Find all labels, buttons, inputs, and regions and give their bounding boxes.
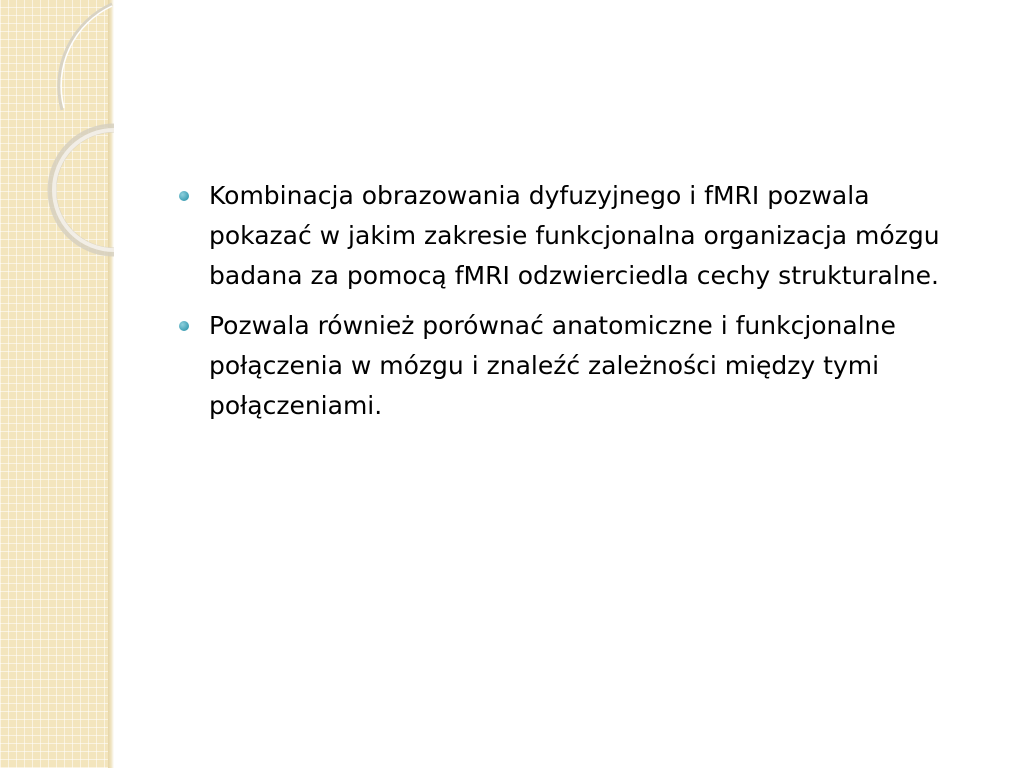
- bullet-text: Kombinacja obrazowania dyfuzyjnego i fMRI pozwala pokazać w jakim zakresie funkcjonalna organizacja mózgu badana za pomocą fMRI odzwierciedla cechy strukturalne.: [209, 181, 940, 290]
- bullet-icon: [179, 321, 189, 331]
- slide-content: [178, 176, 978, 436]
- side-band-edge: [108, 0, 114, 768]
- bullet-icon: [179, 191, 189, 201]
- bullet-item: [178, 176, 978, 296]
- bullet-list: [178, 176, 978, 426]
- bullet-text: Pozwala również porównać anatomiczne i funkcjonalne połączenia w mózgu i znaleźć zależności między tymi połączeniami.: [209, 311, 896, 420]
- decorative-side-band: [0, 0, 108, 768]
- bullet-item: [178, 306, 978, 426]
